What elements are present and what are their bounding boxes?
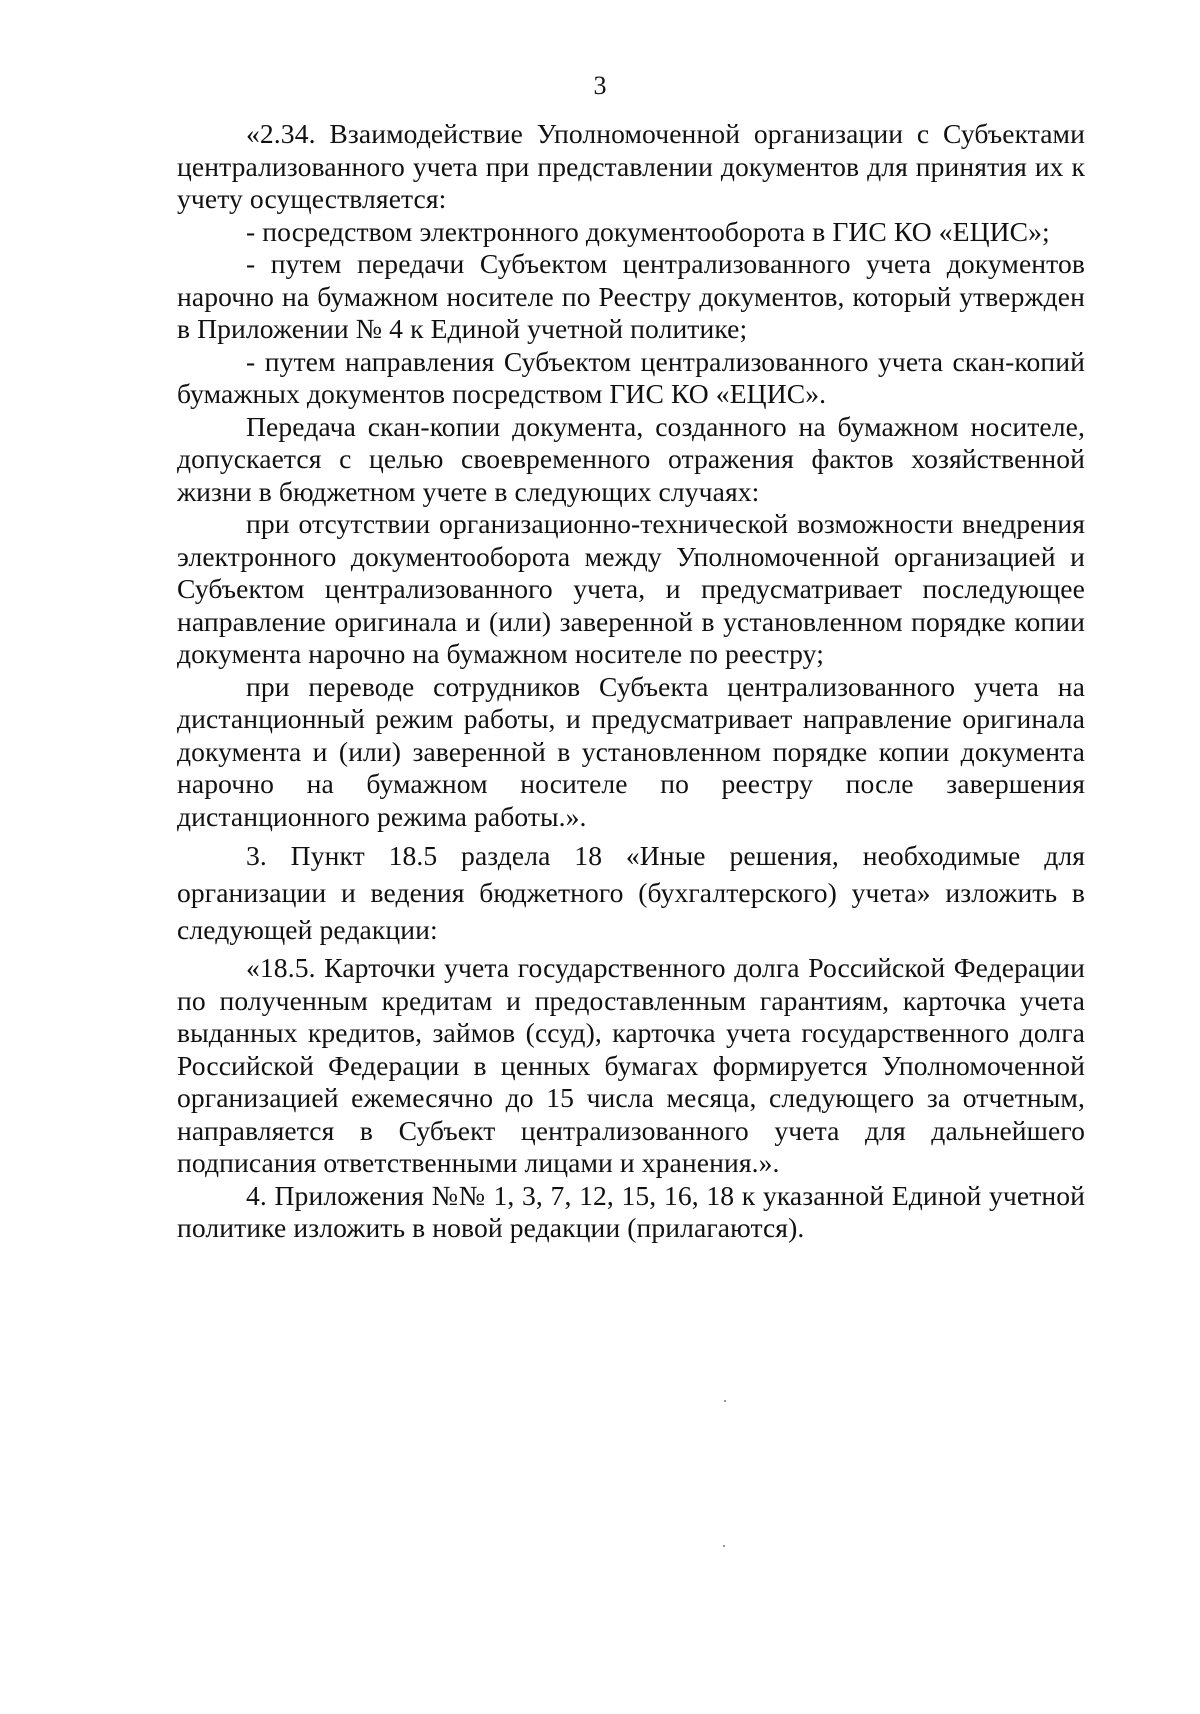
document-body — [177, 118, 1085, 1245]
scan-speck — [724, 1400, 726, 1402]
paragraph-condition-no-edo: при отсутствии организационно-технической возможности внедрения электронного документооборота между Уполномоченной организацией и Субъектом централизованного учета, и предусматривает последующее направление оригинала и (или) заверенной в установленном порядке копии документа нарочно на бумажном носителе по реестру; — [177, 508, 1085, 669]
paragraph-scan-copy-conditions: Передача скан-копии документа, созданного на бумажном носителе, допускается с целью своевременного отражения фактов хозяйственной жизни в бюджетном учете в следующих случаях: — [177, 410, 1085, 507]
paragraph-paper-transfer-item: - путем передачи Субъектом централизованного учета документов нарочно на бумажном носителе по Реестру документов, который утвержден в Приложении № 4 к Единой учетной политике; — [177, 248, 1085, 344]
paragraph-item-3: 3. Пункт 18.5 раздела 18 «Иные решения, необходимые для организации и ведения бюджетного (бухгалтерского) учета» изложить в следующей редакции: — [177, 840, 1085, 945]
page-number: 3 — [593, 71, 607, 100]
paragraph-18-5: «18.5. Карточки учета государственного долга Российской Федерации по полученным кредитам и предоставленным гарантиям, карточка учета выданных кредитов, займов (ссуд), карточка учета государственного долга Российской Федерации в ценных бумагах формируется Уполномоченной организацией ежемесячно до 15 числа месяца, следующего за отчетным, направляется в Субъект централизованного учета для дальнейшего подписания ответственными лицами и хранения.». — [177, 952, 1085, 1178]
scan-speck — [723, 1545, 725, 1547]
paragraph-2-34-intro: «2.34. Взаимодействие Уполномоченной организации с Субъектами централизованного учета при представлении документов для принятия их к учету осуществляется: — [177, 118, 1085, 214]
paragraph-edo-item: - посредством электронного документооборота в ГИС КО «ЕЦИС»; — [246, 215, 1050, 247]
paragraph-condition-remote-work: при переводе сотрудников Субъекта централизованного учета на дистанционный режим работы, и предусматривает направление оригинала документа и (или) заверенной в установленном порядке копии документа нарочно на бумажном носителе по реестру после завершения дистанционного режима работы.». — [177, 670, 1085, 832]
paragraph-scan-copy-item: - путем направления Субъектом централизованного учета скан-копий бумажных документов посредством ГИС КО «ЕЦИС». — [177, 345, 1085, 409]
paragraph-item-4: 4. Приложения №№ 1, 3, 7, 12, 15, 16, 18 к указанной Единой учетной политике изложить в новой редакции (прилагаются). — [177, 1179, 1085, 1243]
